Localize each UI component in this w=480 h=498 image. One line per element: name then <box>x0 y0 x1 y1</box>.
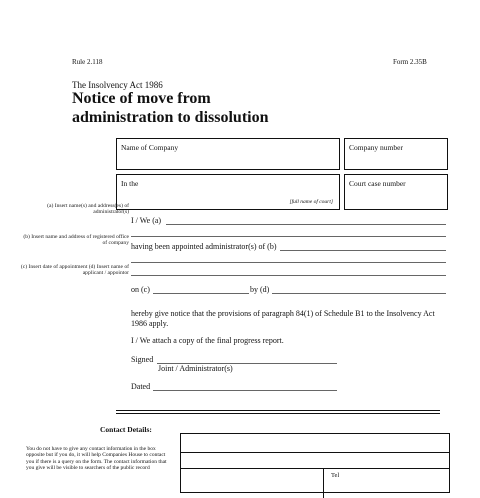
contact-row-divider-2 <box>181 468 449 469</box>
joint-administrator-label: Joint / Administrator(s) <box>158 364 233 373</box>
contact-info: You do not have to give any contact information in the box opposite but if you do, it will help Companies House to contact you if there is a query on the form. The contact information that you give will be visible to searchers of the public record <box>26 446 167 471</box>
contact-heading: Contact Details: <box>100 425 152 434</box>
page-title-line2: administration to dissolution <box>72 109 269 126</box>
court-label: In the <box>121 179 139 188</box>
administrator-name-line[interactable] <box>166 224 446 225</box>
contact-col-divider <box>323 468 324 498</box>
appointor-line[interactable] <box>272 293 446 294</box>
note-b: (b) Insert name and address of registered office of company <box>23 234 129 247</box>
attach-text: I / We attach a copy of the final progress report. <box>131 336 284 345</box>
by-label: by (d) <box>250 285 270 294</box>
contact-details-box[interactable] <box>180 433 450 493</box>
contact-row-divider-1 <box>181 452 449 453</box>
i-we-label: I / We (a) <box>131 216 162 225</box>
form-number: Form 2.35B <box>393 58 427 66</box>
appointment-date-line[interactable] <box>153 293 249 294</box>
date-line[interactable] <box>153 390 337 391</box>
court-field[interactable] <box>116 174 340 210</box>
administrator-address-line[interactable] <box>131 236 446 237</box>
case-number-label: Court case number <box>349 179 406 188</box>
company-name-field[interactable] <box>116 138 340 170</box>
company-number-label: Company number <box>349 143 403 152</box>
rule-number: Rule 2.118 <box>72 58 103 66</box>
page-title-line1: Notice of move from <box>72 90 211 107</box>
company-name-label: Name of Company <box>121 143 179 152</box>
company-number-field[interactable] <box>344 138 448 170</box>
note-c: (c) Insert date of appointment (d) Insert name of applicant / appointor <box>20 264 129 277</box>
separator-line-2 <box>116 413 440 414</box>
office-address-line1[interactable] <box>131 262 446 263</box>
dated-label: Dated <box>131 382 151 391</box>
office-address-line2[interactable] <box>131 275 446 276</box>
act-name: The Insolvency Act 1986 <box>72 80 163 90</box>
having-label: having been appointed administrator(s) of (b) <box>131 242 277 251</box>
signed-label: Signed <box>131 355 154 364</box>
tel-label: Tel <box>331 472 340 479</box>
on-label: on (c) <box>131 285 150 294</box>
case-number-field[interactable] <box>344 174 448 210</box>
note-a: (a) Insert name(s) and address(es) of administrator(s) <box>47 203 129 216</box>
notice-text: hereby give notice that the provisions of paragraph 84(1) of Schedule B1 to the Insolvency Act 1986 apply. <box>131 309 435 328</box>
company-line[interactable] <box>280 250 446 251</box>
separator-line-1 <box>116 410 440 411</box>
court-sublabel: [full name of court] <box>289 199 333 205</box>
